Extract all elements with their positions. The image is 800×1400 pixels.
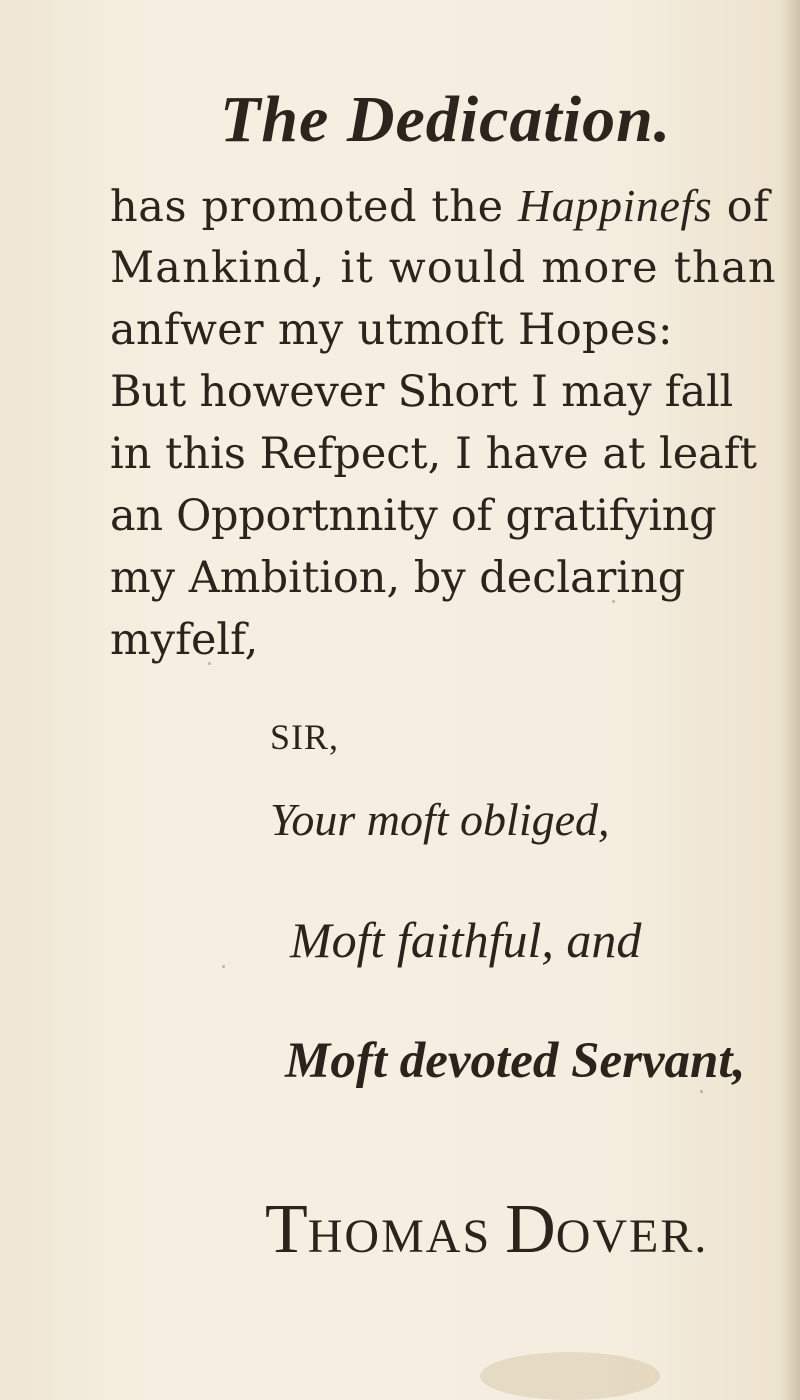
text-line: anfwer my utmoft Hopes:	[110, 305, 673, 355]
signature-initial: T	[265, 1191, 308, 1268]
text-line: But however Short I may fall	[110, 367, 734, 417]
salutation: SIR,	[270, 717, 340, 757]
signature-last-name: OVER.	[555, 1210, 709, 1263]
page-edge-shadow	[780, 0, 800, 1400]
closing-line-servant: Moft devoted Servant,	[285, 1033, 746, 1089]
signature	[265, 1191, 709, 1272]
text-line: my Ambition, by declaring	[110, 553, 686, 603]
closing-line-faithful: Moft faithful, and	[290, 912, 642, 968]
signature-initial: D	[505, 1191, 556, 1268]
paper-stain	[480, 1352, 660, 1400]
closing-line-obliged: Your moft obliged,	[270, 794, 610, 845]
text-line: an Opportnnity of gratifying	[110, 491, 717, 541]
text-line: Mankind, it would more than	[110, 243, 777, 293]
signature-first-name: HOMAS	[307, 1210, 492, 1263]
paper-speck	[222, 965, 225, 968]
text-line: myfelf,	[110, 615, 259, 665]
emphasized-word: Happinefs	[517, 180, 713, 231]
dedication-text	[110, 175, 777, 671]
running-header: The Dedication.	[220, 83, 672, 156]
text-line: has promoted the Happinefs of	[110, 180, 770, 232]
text-line: in this Refpect, I have at leaft	[110, 429, 757, 479]
